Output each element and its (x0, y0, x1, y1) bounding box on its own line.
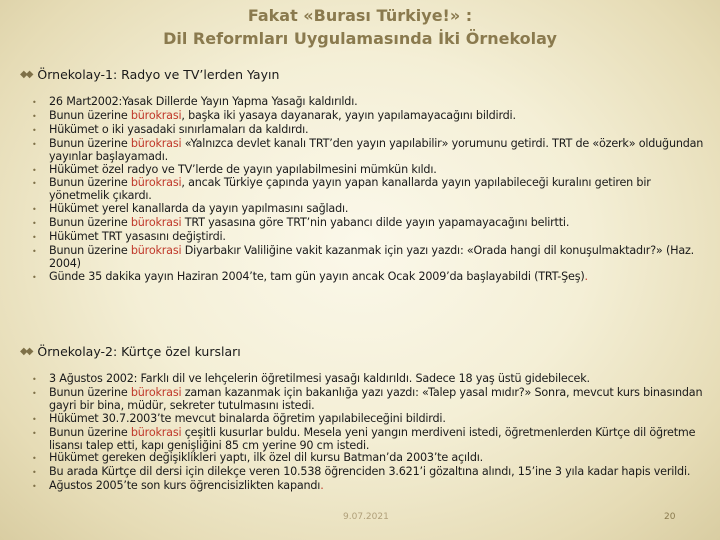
item-end-dot: . (320, 479, 324, 493)
list-item-text (49, 164, 712, 178)
list-item-text (49, 96, 712, 110)
list-item (32, 231, 712, 245)
item-text-post: zaman kazanmak için bakanlığa yazı yazdı: «Talep yasal mıdır?» Sonra, mevcut kurs binasından gayri bir bina, müdür, sekreter tutulmasını istedi. (49, 385, 703, 412)
list-item (32, 124, 712, 138)
list-item (32, 387, 712, 413)
list-item-text (49, 413, 712, 427)
list-item-text (49, 373, 712, 387)
dot-bullet-icon: • (32, 165, 37, 175)
section-1-list (32, 96, 712, 285)
footer-date: 9.07.2021 (343, 512, 389, 522)
section-1-heading (20, 67, 279, 83)
list-item-text (49, 138, 712, 164)
item-text-pre: Günde 35 dakika yayın Haziran 2004’te, tam gün yayın ancak Ocak 2009’da başlayabildi (TRT-Şeş) (49, 269, 585, 283)
list-item (32, 427, 712, 453)
item-text-post: çeşitli kusurlar buldu. Mesela yeni yangın merdiveni istedi, öğretmenlerden Kürtçe dil öğretme lisansı talep etti, kapı genişliğini 85 cm yerine 90 cm istedi. (49, 425, 696, 452)
list-item-text (49, 124, 712, 138)
highlight-bureaucracy: bürokrasi (130, 216, 182, 230)
list-item (32, 373, 712, 387)
list-item (32, 245, 712, 271)
highlight-bureaucracy: bürokrasi (130, 108, 182, 122)
list-item (32, 138, 712, 164)
item-text-pre: 26 Mart2002:Yasak Dillerde Yayın Yapma Yasağı kaldırıldı. (49, 95, 358, 108)
highlight-bureaucracy: bürokrasi (130, 243, 182, 257)
list-item (32, 164, 712, 178)
title-line-2: Dil Reformları Uygulamasında İki Örnekolay (163, 29, 557, 48)
dot-bullet-icon: • (32, 272, 37, 282)
list-item-text (49, 110, 712, 124)
item-text-pre: Bunun üzerine (49, 176, 131, 190)
item-text-pre: Hükümet o iki yasadaki sınırlamaları da kaldırdı. (49, 122, 309, 136)
list-item-text (49, 203, 712, 217)
item-text-pre: Bunun üzerine (49, 136, 131, 150)
dot-bullet-icon: • (32, 179, 37, 189)
item-text-pre: 3 Ağustos 2002: Farklı dil ve lehçelerin öğretilmesi yasağı kaldırıldı. Sadece 18 yaş üstü gidebilecek. (49, 372, 590, 385)
highlight-bureaucracy: bürokrasi (130, 385, 182, 399)
item-end-dot: . (584, 269, 588, 283)
item-text-pre: Bu arada Kürtçe dil dersi için dilekçe veren 10.538 öğrenciden 3.621’i gözaltına alındı, 15’ine 3 yıla kadar hapis verildi. (49, 465, 691, 479)
list-item (32, 217, 712, 231)
item-text-post: «Yalnızca devlet kanalı TRT’den yayın yapılabilir» yorumunu getirdi. TRT de «özerk» olduğundan yayınlar başlayamadı. (49, 136, 704, 163)
list-item-text (49, 466, 712, 480)
item-text-post: , ancak Türkiye çapında yayın yapan kanallarda yayın yapılabileceği kuralını getiren bir yönetmelik çıkardı. (49, 176, 651, 203)
list-item-text (49, 217, 712, 231)
list-item (32, 452, 712, 466)
list-item (32, 177, 712, 203)
dot-bullet-icon: • (32, 98, 37, 107)
dot-bullet-icon: • (32, 482, 37, 492)
dot-bullet-icon: • (32, 139, 37, 149)
list-item-text (49, 452, 712, 466)
slide-title (0, 4, 720, 50)
page-number: 20 (664, 512, 676, 522)
item-text-pre: Bunun üzerine (49, 385, 131, 399)
list-item (32, 96, 712, 110)
dot-bullet-icon: • (32, 125, 37, 135)
dot-bullet-icon: • (32, 454, 37, 464)
section-2-heading-text: Örnekolay-2: Kürtçe özel kursları (37, 344, 241, 359)
item-text-post: , başka iki yasaya dayanarak, yayın yapılamayacağını bildirdi. (181, 108, 516, 122)
item-text-pre: Hükümet TRT yasasını değiştirdi. (49, 230, 226, 244)
dot-bullet-icon: • (32, 375, 37, 384)
item-text-pre: Hükümet 30.7.2003’te mevcut binalarda öğretim yapılabileceğini bildirdi. (49, 411, 446, 425)
double-chevron-icon: ◆◆ (20, 346, 32, 357)
section-1-heading-text: Örnekolay-1: Radyo ve TV’lerden Yayın (37, 67, 280, 82)
highlight-bureaucracy: bürokrasi (130, 176, 182, 190)
list-item (32, 413, 712, 427)
item-text-pre: Bunun üzerine (49, 243, 131, 257)
list-item (32, 110, 712, 124)
list-item-text (49, 231, 712, 245)
highlight-bureaucracy: bürokrasi (130, 136, 182, 150)
list-item-text (49, 480, 712, 494)
dot-bullet-icon: • (32, 233, 37, 243)
list-item (32, 466, 712, 480)
highlight-bureaucracy: bürokrasi (130, 425, 182, 439)
list-item (32, 203, 712, 217)
section-2-list (32, 373, 712, 494)
dot-bullet-icon: • (32, 246, 37, 256)
dot-bullet-icon: • (32, 468, 37, 478)
dot-bullet-icon: • (32, 111, 37, 121)
item-text-post: Diyarbakır Valiliğine vakit kazanmak için yazı yazdı: «Orada hangi dil konuşulmaktadır?» (Haz. 2004) (49, 243, 694, 270)
item-text-pre: Hükümet gereken değişiklikleri yaptı, ilk özel dil kursu Batman’da 2003’te açıldı. (49, 451, 483, 465)
item-text-pre: Hükümet özel radyo ve TV’lerde de yayın yapılabilmesini mümkün kıldı. (49, 162, 437, 176)
list-item-text (49, 271, 712, 285)
dot-bullet-icon: • (32, 205, 37, 215)
list-item-text (49, 387, 712, 413)
item-text-pre: Ağustos 2005’te son kurs öğrencisizlikten kapandı (49, 479, 321, 493)
dot-bullet-icon: • (32, 388, 37, 398)
section-2-heading (20, 344, 241, 360)
double-chevron-icon: ◆◆ (20, 69, 32, 80)
item-text-post: TRT yasasına göre TRT’nin yabancı dilde yayın yapamayacağını belirtti. (181, 216, 570, 230)
item-text-pre: Hükümet yerel kanallarda da yayın yapılmasını sağladı. (49, 202, 349, 216)
list-item-text (49, 427, 712, 453)
list-item (32, 271, 712, 285)
dot-bullet-icon: • (32, 219, 37, 229)
item-text-pre: Bunun üzerine (49, 425, 131, 439)
title-line-1: Fakat «Burası Türkiye!» : (247, 6, 473, 25)
item-text-pre: Bunun üzerine (49, 108, 131, 122)
dot-bullet-icon: • (32, 414, 37, 424)
list-item-text (49, 177, 712, 203)
item-text-pre: Bunun üzerine (49, 216, 131, 230)
list-item-text (49, 245, 712, 271)
list-item (32, 480, 712, 494)
dot-bullet-icon: • (32, 428, 37, 438)
